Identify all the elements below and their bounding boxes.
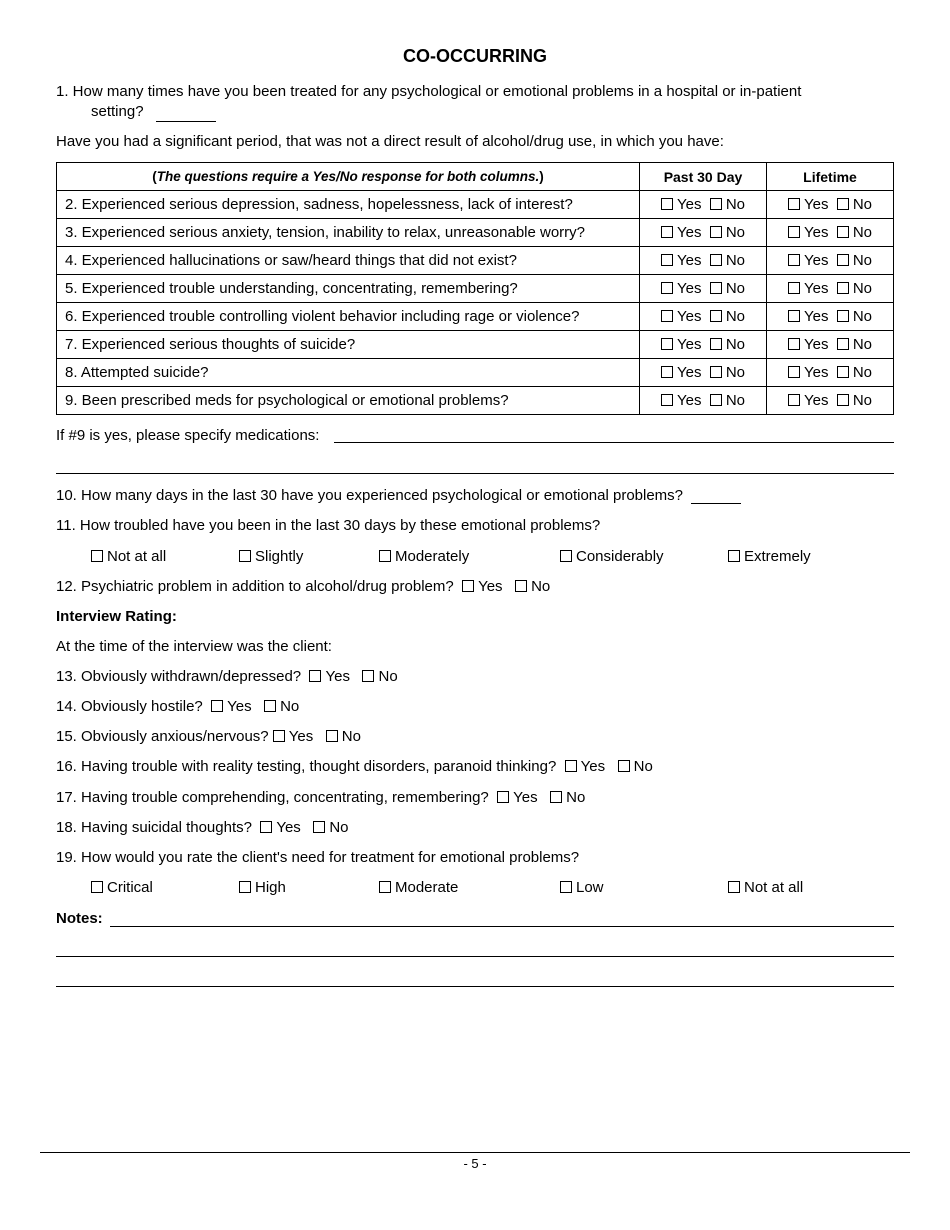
table-instruction: (The questions require a Yes/No response for both columns.) (57, 163, 640, 191)
lifetime-no-checkbox[interactable] (837, 338, 849, 350)
q1-answer-field[interactable] (156, 107, 216, 122)
q19-option[interactable]: High (239, 879, 286, 896)
q19-option[interactable]: Not at all (728, 879, 803, 896)
lifetime-no-checkbox[interactable] (837, 394, 849, 406)
lifetime-no-checkbox[interactable] (837, 198, 849, 210)
q16-no-checkbox[interactable] (618, 760, 630, 772)
past-yes-checkbox[interactable] (661, 282, 673, 294)
table-row: 5. Experienced trouble understanding, concentrating, remembering? Yes No Yes No (57, 275, 894, 303)
past-no-checkbox[interactable] (710, 366, 722, 378)
lifetime-yes-checkbox[interactable] (788, 254, 800, 266)
lifetime-no-checkbox[interactable] (837, 366, 849, 378)
meds-label: If #9 is yes, please specify medications: (56, 427, 320, 444)
table-row: 3. Experienced serious anxiety, tension, inability to relax, unreasonable worry? Yes No Yes No (57, 219, 894, 247)
meds-input-line-2[interactable] (56, 473, 894, 474)
question-16: 16. Having trouble with reality testing, thought disorders, paranoid thinking? Yes No (56, 758, 653, 775)
past-no-checkbox[interactable] (710, 310, 722, 322)
q14-yes-checkbox[interactable] (211, 700, 223, 712)
past-no-checkbox[interactable] (710, 226, 722, 238)
q11-options (0, 548, 950, 568)
table-row: 4. Experienced hallucinations or saw/heard things that did not exist? Yes No Yes No (57, 247, 894, 275)
lifetime-yes-checkbox[interactable] (788, 226, 800, 238)
q19-option[interactable]: Moderate (379, 879, 458, 896)
lifetime-yes-checkbox[interactable] (788, 338, 800, 350)
q13-yes-checkbox[interactable] (309, 670, 321, 682)
question-13: 13. Obviously withdrawn/depressed? Yes No (56, 668, 398, 685)
q18-yes-checkbox[interactable] (260, 821, 272, 833)
section-intro: Have you had a significant period, that was not a direct result of alcohol/drug use, in which you have: (56, 133, 724, 150)
past-yes-checkbox[interactable] (661, 366, 673, 378)
interview-intro: At the time of the interview was the client: (56, 638, 332, 655)
table-row: 9. Been prescribed meds for psychological or emotional problems? Yes No Yes No (57, 387, 894, 415)
question-14: 14. Obviously hostile? Yes No (56, 698, 300, 715)
q11-option[interactable]: Moderately (379, 548, 469, 565)
past-no-checkbox[interactable] (710, 198, 722, 210)
q17-no-checkbox[interactable] (550, 791, 562, 803)
question-18: 18. Having suicidal thoughts? Yes No (56, 819, 349, 836)
past-yes-checkbox[interactable] (661, 394, 673, 406)
q17-yes-checkbox[interactable] (497, 791, 509, 803)
past-yes-checkbox[interactable] (661, 226, 673, 238)
q19-options (0, 879, 950, 899)
question-10: 10. How many days in the last 30 have you experienced psychological or emotional problems? (56, 487, 741, 504)
q11-option[interactable]: Extremely (728, 548, 811, 565)
symptom-table (56, 162, 894, 415)
past-yes-checkbox[interactable] (661, 338, 673, 350)
lifetime-yes-checkbox[interactable] (788, 366, 800, 378)
question-15: 15. Obviously anxious/nervous? Yes No (56, 728, 361, 745)
past-yes-checkbox[interactable] (661, 310, 673, 322)
past-no-checkbox[interactable] (710, 282, 722, 294)
lifetime-yes-checkbox[interactable] (788, 394, 800, 406)
meds-input-line[interactable] (334, 442, 894, 443)
footer-divider (40, 1152, 910, 1153)
q12-yes-checkbox[interactable] (462, 580, 474, 592)
lifetime-yes-checkbox[interactable] (788, 282, 800, 294)
lifetime-no-checkbox[interactable] (837, 254, 849, 266)
past-yes-checkbox[interactable] (661, 254, 673, 266)
q14-no-checkbox[interactable] (264, 700, 276, 712)
question-11: 11. How troubled have you been in the last 30 days by these emotional problems? (56, 517, 601, 534)
table-row: 8. Attempted suicide? Yes No Yes No (57, 359, 894, 387)
lifetime-no-checkbox[interactable] (837, 282, 849, 294)
q11-option[interactable]: Slightly (239, 548, 303, 565)
col-lifetime: Lifetime (767, 163, 894, 191)
question-17: 17. Having trouble comprehending, concentrating, remembering? Yes No (56, 789, 586, 806)
past-no-checkbox[interactable] (710, 254, 722, 266)
page-title: CO-OCCURRING (403, 46, 547, 66)
q15-no-checkbox[interactable] (326, 730, 338, 742)
page-number: - 5 - (463, 1156, 487, 1171)
q11-option[interactable]: Considerably (560, 548, 664, 565)
question-12: 12. Psychiatric problem in addition to alcohol/drug problem? Yes No (56, 578, 551, 595)
table-row: 2. Experienced serious depression, sadness, hopelessness, lack of interest? Yes No Yes No (57, 191, 894, 219)
interview-rating-heading: Interview Rating: (56, 608, 177, 625)
question-19: 19. How would you rate the client's need for treatment for emotional problems? (56, 849, 580, 866)
table-row: 7. Experienced serious thoughts of suicide? Yes No Yes No (57, 331, 894, 359)
notes-line[interactable] (56, 956, 894, 957)
col-past-30-day: Past 30 Day (640, 163, 767, 191)
past-yes-checkbox[interactable] (661, 198, 673, 210)
lifetime-yes-checkbox[interactable] (788, 198, 800, 210)
q15-yes-checkbox[interactable] (273, 730, 285, 742)
q19-option[interactable]: Critical (91, 879, 153, 896)
q13-no-checkbox[interactable] (362, 670, 374, 682)
q11-option[interactable]: Not at all (91, 548, 166, 565)
q10-answer-field[interactable] (691, 489, 741, 504)
past-no-checkbox[interactable] (710, 338, 722, 350)
lifetime-no-checkbox[interactable] (837, 226, 849, 238)
lifetime-yes-checkbox[interactable] (788, 310, 800, 322)
q12-no-checkbox[interactable] (515, 580, 527, 592)
question-1: 1. How many times have you been treated for any psychological or emotional problems in a hospital or in-patient setting? (56, 83, 802, 120)
q19-option[interactable]: Low (560, 879, 604, 896)
q18-no-checkbox[interactable] (313, 821, 325, 833)
past-no-checkbox[interactable] (710, 394, 722, 406)
lifetime-no-checkbox[interactable] (837, 310, 849, 322)
notes-line[interactable] (110, 926, 894, 927)
notes-label: Notes: (56, 910, 103, 927)
notes-line[interactable] (56, 986, 894, 987)
table-row: 6. Experienced trouble controlling violent behavior including rage or violence? Yes No Yes No (57, 303, 894, 331)
q16-yes-checkbox[interactable] (565, 760, 577, 772)
